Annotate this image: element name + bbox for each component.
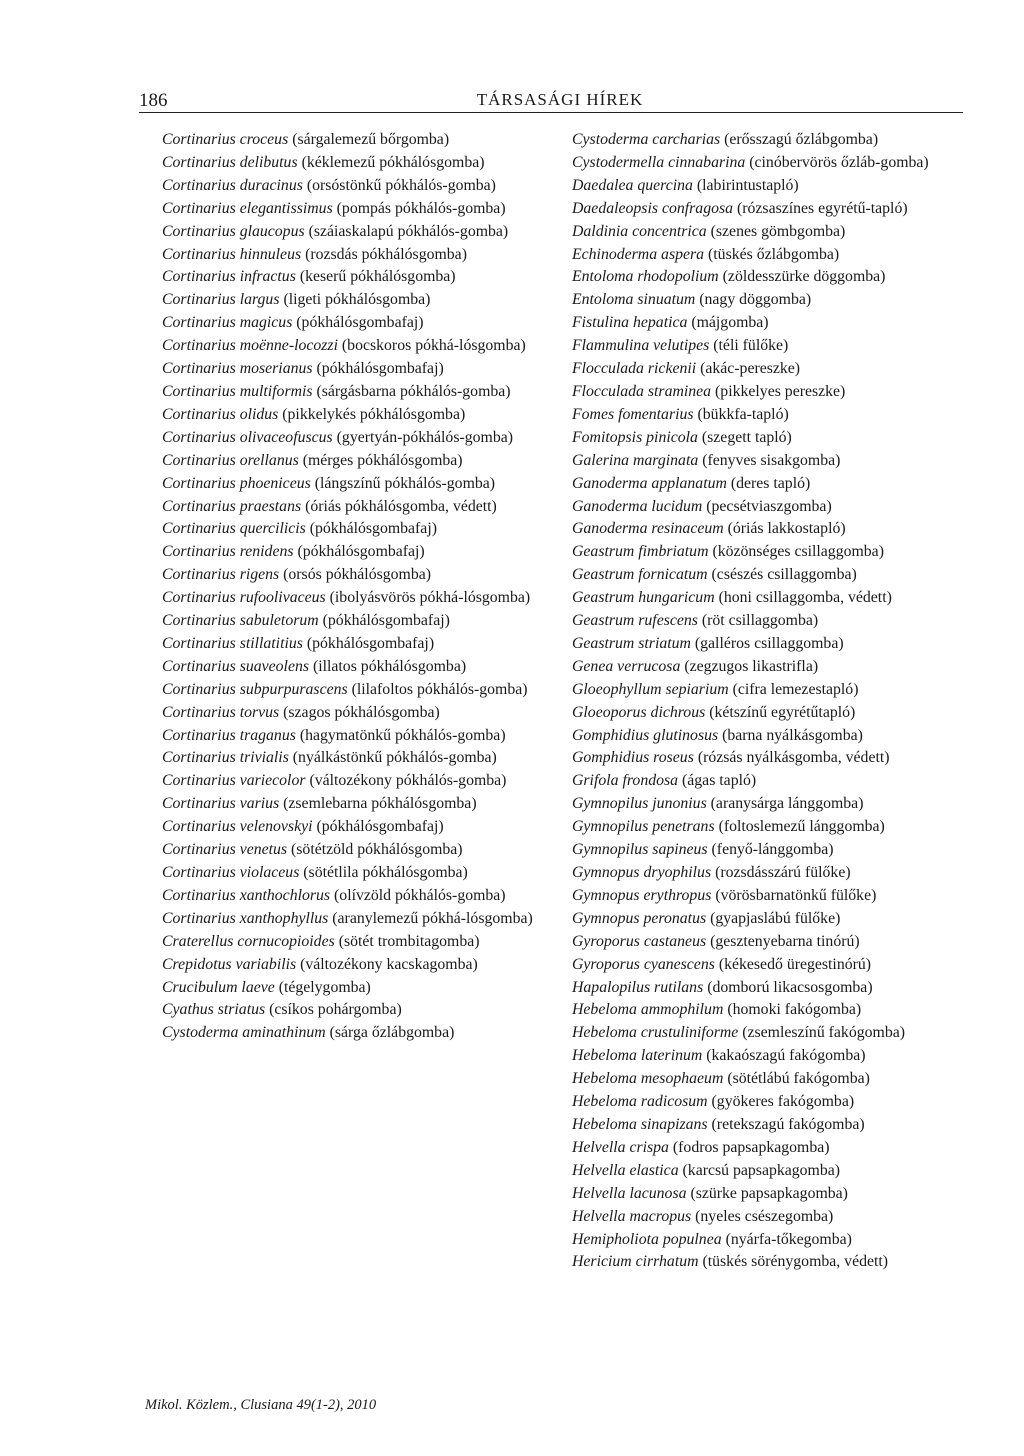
species-common-name: (szagos pókhálósgomba) <box>283 703 440 721</box>
species-latin-name: Gymnopilus penetrans <box>572 818 715 836</box>
species-entry <box>572 312 967 335</box>
species-common-name: (fenyő-lánggomba) <box>711 841 834 859</box>
species-latin-name: Cortinarius hinnuleus <box>162 245 302 263</box>
species-entry <box>162 862 562 885</box>
species-latin-name: Cortinarius olivaceofuscus <box>162 428 333 446</box>
species-latin-name: Cortinarius infractus <box>162 268 296 286</box>
species-latin-name: Hapalopilus rutilans <box>572 978 704 996</box>
species-latin-name: Gloeoporus dichrous <box>572 703 706 721</box>
species-common-name: (pókhálósgombafaj) <box>309 520 437 538</box>
running-title: TÁRSASÁGI HÍREK <box>476 90 644 109</box>
species-entry <box>572 633 967 656</box>
species-entry <box>162 839 562 862</box>
species-entry <box>572 564 967 587</box>
species-latin-name: Gymnopilus sapineus <box>572 841 708 859</box>
species-latin-name: Crepidotus variabilis <box>162 955 297 973</box>
species-latin-name: Cortinarius subpurpurascens <box>162 680 348 698</box>
species-entry <box>162 725 562 748</box>
species-entry <box>572 496 967 519</box>
species-common-name: (pecsétviaszgomba) <box>706 497 832 515</box>
species-common-name: (fodros papsapkagomba) <box>672 1138 830 1156</box>
species-common-name: (karcsú papsapkagomba) <box>682 1161 841 1179</box>
header-rule <box>139 112 963 113</box>
species-latin-name: Geastrum hungaricum <box>572 589 715 607</box>
species-common-name: (röt csillaggomba) <box>701 612 819 630</box>
species-latin-name: Hebeloma ammophilum <box>572 1001 724 1019</box>
species-latin-name: Gomphidius glutinosus <box>572 726 719 744</box>
species-latin-name: Ganoderma applanatum <box>572 474 727 492</box>
species-entry <box>572 244 967 267</box>
species-common-name: (foltoslemezű lánggomba) <box>718 818 885 836</box>
species-common-name: (bocskoros pókhá-lósgomba) <box>341 337 526 355</box>
species-entry <box>162 587 562 610</box>
species-latin-name: Daedaleopsis confragosa <box>572 199 734 217</box>
species-common-name: (zegzugos likastrifla) <box>684 657 819 675</box>
species-latin-name: Geastrum striatum <box>572 634 691 652</box>
species-common-name: (téli fülőke) <box>713 337 789 355</box>
species-latin-name: Cortinarius xanthophyllus <box>162 909 329 927</box>
species-entry <box>162 221 562 244</box>
species-entry <box>572 977 967 1000</box>
species-common-name: (olívzöld pókhálós-gomba) <box>334 886 506 904</box>
species-common-name: (cinóbervörös őzláb-gomba) <box>749 153 929 171</box>
species-common-name: (fenyves sisakgomba) <box>702 451 841 469</box>
species-entry <box>162 381 562 404</box>
species-entry <box>572 793 967 816</box>
species-common-name: (labirintustapló) <box>696 176 799 194</box>
species-latin-name: Flocculada rickenii <box>572 360 697 378</box>
species-entry <box>162 473 562 496</box>
species-common-name: (retekszagú fakógomba) <box>711 1115 865 1133</box>
species-common-name: (pókhálósgombafaj) <box>322 612 450 630</box>
species-entry <box>572 381 967 404</box>
species-latin-name: Cortinarius largus <box>162 291 280 309</box>
species-latin-name: Gyroporus cyanescens <box>572 955 715 973</box>
species-common-name: (orsóstönkű pókhálós-gomba) <box>306 176 496 194</box>
species-latin-name: Cortinarius variecolor <box>162 772 306 790</box>
species-latin-name: Hebeloma crustuliniforme <box>572 1024 739 1042</box>
species-common-name: (mérges pókhálósgomba) <box>302 451 463 469</box>
species-entry <box>572 816 967 839</box>
species-common-name: (száiaskalapú pókhálós-gomba) <box>308 222 509 240</box>
species-common-name: (gyökeres fakógomba) <box>711 1093 855 1111</box>
species-common-name: (pókhálósgombafaj) <box>316 818 444 836</box>
species-common-name: (galléros csillaggomba) <box>694 634 844 652</box>
species-common-name: (keserű pókhálósgomba) <box>299 268 456 286</box>
species-entry <box>162 564 562 587</box>
species-common-name: (sárgalemezű bőrgomba) <box>292 131 450 148</box>
species-common-name: (lángszínű pókhálós-gomba) <box>314 474 496 492</box>
species-latin-name: Hebeloma radicosum <box>572 1093 708 1111</box>
species-common-name: (deres tapló) <box>730 474 811 492</box>
species-entry <box>572 908 967 931</box>
species-entry <box>572 129 967 152</box>
species-common-name: (sárgásbarna pókhálós-gomba) <box>316 382 511 400</box>
species-latin-name: Genea verrucosa <box>572 657 681 675</box>
species-entry <box>162 770 562 793</box>
species-common-name: (sötétzöld pókhálósgomba) <box>291 841 463 859</box>
species-entry <box>162 289 562 312</box>
species-entry <box>572 587 967 610</box>
species-latin-name: Geastrum rufescens <box>572 612 698 630</box>
species-latin-name: Flammulina velutipes <box>572 337 710 355</box>
species-common-name: (homoki fakógomba) <box>727 1001 862 1019</box>
species-common-name: (gesztenyebarna tinórú) <box>710 932 860 950</box>
species-common-name: (kéklemezű pókhálósgomba) <box>301 153 485 171</box>
species-common-name: (pókhálósgombafaj) <box>296 314 424 332</box>
species-entry <box>162 312 562 335</box>
species-common-name: (rózsás nyálkásgomba, védett) <box>697 749 890 767</box>
species-entry <box>572 152 967 175</box>
species-common-name: (erősszagú őzlábgomba) <box>724 131 879 148</box>
species-latin-name: Geastrum fimbriatum <box>572 543 709 561</box>
species-entry <box>162 633 562 656</box>
species-latin-name: Hebeloma mesophaeum <box>572 1070 724 1088</box>
species-latin-name: Gymnopus dryophilus <box>572 864 712 881</box>
species-common-name: (hagymatönkű pókhálós-gomba) <box>299 726 506 744</box>
species-latin-name: Cortinarius multiformis <box>162 382 313 400</box>
species-entry <box>572 1114 967 1137</box>
species-latin-name: Cystoderma aminathinum <box>162 1024 326 1042</box>
species-entry <box>572 358 967 381</box>
species-entry <box>162 793 562 816</box>
species-common-name: (aranylemezű pókhá-lósgomba) <box>332 909 533 927</box>
species-latin-name: Daedalea quercina <box>572 176 693 194</box>
species-latin-name: Cyathus striatus <box>162 1001 266 1019</box>
species-common-name: (orsós pókhálósgomba) <box>283 566 431 584</box>
species-entry <box>572 1206 967 1229</box>
species-latin-name: Daldinia concentrica <box>572 222 707 240</box>
species-latin-name: Cortinarius quercilicis <box>162 520 306 538</box>
species-latin-name: Cortinarius suaveolens <box>162 657 310 675</box>
species-common-name: (szenes gömbgomba) <box>710 222 846 240</box>
species-latin-name: Cortinarius torvus <box>162 703 280 721</box>
species-latin-name: Galerina marginata <box>572 451 699 469</box>
species-entry <box>572 1022 967 1045</box>
species-latin-name: Fomes fomentarius <box>572 405 694 423</box>
species-entry <box>162 747 562 770</box>
journal-citation: Mikol. Közlem., Clusiana 49(1-2), 2010 <box>145 1397 377 1413</box>
species-latin-name: Hebeloma sinapizans <box>572 1115 708 1133</box>
species-common-name: (tüskés őzlábgomba) <box>708 245 840 263</box>
species-entry <box>162 129 562 152</box>
species-entry <box>162 244 562 267</box>
species-entry <box>572 679 967 702</box>
species-common-name: (csíkos pohárgomba) <box>269 1001 402 1019</box>
species-entry <box>162 816 562 839</box>
species-latin-name: Gymnopus erythropus <box>572 886 712 904</box>
species-latin-name: Cortinarius venetus <box>162 841 288 859</box>
species-latin-name: Cortinarius delibutus <box>162 153 298 171</box>
species-latin-name: Grifola frondosa <box>572 772 679 790</box>
species-common-name: (nyálkástönkű pókhálós-gomba) <box>292 749 497 767</box>
species-common-name: (pókhálósgombafaj) <box>297 543 425 561</box>
species-common-name: (bükkfa-tapló) <box>697 405 789 423</box>
species-common-name: (nyárfa-tőkegomba) <box>725 1230 852 1248</box>
species-latin-name: Entoloma rhodopolium <box>572 268 719 286</box>
species-entry <box>572 1251 967 1274</box>
species-common-name: (pókhálósgombafaj) <box>316 360 444 378</box>
species-common-name: (gyapjaslábú fülőke) <box>710 909 841 927</box>
species-entry <box>162 610 562 633</box>
species-latin-name: Cortinarius duracinus <box>162 176 303 194</box>
species-latin-name: Cortinarius praestans <box>162 497 302 515</box>
species-common-name: (akác-pereszke) <box>700 360 801 378</box>
species-common-name: (aranysárga lánggomba) <box>710 795 864 813</box>
species-entry <box>572 473 967 496</box>
species-latin-name: Ganoderma lucidum <box>572 497 703 515</box>
species-common-name: (kétszínű egyrétűtapló) <box>709 703 856 721</box>
species-entry <box>162 954 562 977</box>
species-entry <box>572 656 967 679</box>
species-latin-name: Entoloma sinuatum <box>572 291 696 309</box>
species-latin-name: Cortinarius velenovskyi <box>162 818 313 836</box>
species-entry <box>162 358 562 381</box>
species-entry <box>572 404 967 427</box>
species-entry <box>162 427 562 450</box>
species-common-name: (sötét trombitagomba) <box>338 932 480 950</box>
species-common-name: (kakaószagú fakógomba) <box>706 1047 866 1065</box>
species-entry <box>572 450 967 473</box>
species-common-name: (óriás lakkostapló) <box>727 520 846 538</box>
species-common-name: (rózsaszínes egyrétű-tapló) <box>736 199 908 217</box>
species-entry <box>162 679 562 702</box>
species-common-name: (zsemlebarna pókhálósgomba) <box>283 795 477 813</box>
species-latin-name: Cortinarius sabuletorum <box>162 612 319 630</box>
species-entry <box>572 1160 967 1183</box>
species-latin-name: Gyroporus castaneus <box>572 932 707 950</box>
species-common-name: (rozsdásszárú fülőke) <box>715 864 851 881</box>
species-latin-name: Cystoderma carcharias <box>572 131 721 148</box>
species-common-name: (óriás pókhálósgomba, védett) <box>305 497 497 515</box>
species-entry <box>162 335 562 358</box>
species-entry <box>572 610 967 633</box>
species-latin-name: Cortinarius elegantissimus <box>162 199 333 217</box>
species-common-name: (gyertyán-pókhálós-gomba) <box>336 428 513 446</box>
species-latin-name: Hebeloma laterinum <box>572 1047 703 1065</box>
species-entry <box>162 496 562 519</box>
species-latin-name: Ganoderma resinaceum <box>572 520 724 538</box>
species-common-name: (májgomba) <box>691 314 769 332</box>
species-latin-name: Fomitopsis pinicola <box>572 428 698 446</box>
species-latin-name: Cortinarius orellanus <box>162 451 299 469</box>
species-entry <box>162 702 562 725</box>
species-latin-name: Cortinarius olidus <box>162 405 279 423</box>
species-latin-name: Helvella macropus <box>572 1207 692 1225</box>
species-common-name: (szegett tapló) <box>701 428 792 446</box>
species-latin-name: Flocculada straminea <box>572 382 712 400</box>
species-entry <box>162 656 562 679</box>
species-common-name: (kékesedő üregestinórú) <box>718 955 872 973</box>
species-common-name: (domború likacsosgomba) <box>707 978 873 996</box>
species-latin-name: Crucibulum laeve <box>162 978 275 996</box>
species-entry <box>572 289 967 312</box>
species-latin-name: Gymnopilus junonius <box>572 795 707 813</box>
species-latin-name: Cortinarius trivialis <box>162 749 289 767</box>
species-latin-name: Cortinarius traganus <box>162 726 296 744</box>
species-common-name: (pompás pókhálós-gomba) <box>336 199 506 217</box>
species-entry <box>572 198 967 221</box>
species-entry <box>572 1229 967 1252</box>
species-latin-name: Cortinarius stillatitius <box>162 634 303 652</box>
species-latin-name: Cortinarius varius <box>162 795 280 813</box>
species-entry <box>162 266 562 289</box>
species-entry <box>572 839 967 862</box>
species-common-name: (vörösbarnatönkű fülőke) <box>715 886 877 904</box>
species-common-name: (szürke papsapkagomba) <box>690 1184 848 1202</box>
species-latin-name: Gymnopus peronatus <box>572 909 707 927</box>
species-common-name: (pikkelykés pókhálósgomba) <box>282 405 466 423</box>
species-latin-name: Cortinarius magicus <box>162 314 293 332</box>
species-entry <box>572 999 967 1022</box>
species-entry <box>162 198 562 221</box>
species-entry <box>572 221 967 244</box>
species-entry <box>572 931 967 954</box>
species-latin-name: Helvella lacunosa <box>572 1184 687 1202</box>
species-latin-name: Echinoderma aspera <box>572 245 705 263</box>
species-latin-name: Cortinarius moënne-locozzi <box>162 337 338 355</box>
species-common-name: (tüskés sörénygomba, védett) <box>702 1253 889 1271</box>
species-latin-name: Cortinarius xanthochlorus <box>162 886 331 904</box>
species-latin-name: Craterellus cornucopioides <box>162 932 335 950</box>
species-entry <box>572 1045 967 1068</box>
species-common-name: (sárga őzlábgomba) <box>329 1024 455 1042</box>
species-common-name: (zöldesszürke döggomba) <box>722 268 886 286</box>
species-common-name: (rozsdás pókhálósgomba) <box>305 245 467 263</box>
species-common-name: (ligeti pókhálósgomba) <box>283 291 431 309</box>
species-latin-name: Fistulina hepatica <box>572 314 688 332</box>
species-entry <box>572 266 967 289</box>
species-latin-name: Geastrum fornicatum <box>572 566 708 584</box>
species-common-name: (közönséges csillaggomba) <box>712 543 884 561</box>
species-latin-name: Cortinarius renidens <box>162 543 294 561</box>
species-entry <box>572 770 967 793</box>
species-entry <box>572 1137 967 1160</box>
species-common-name: (pókhálósgombafaj) <box>306 634 435 652</box>
species-entry <box>162 152 562 175</box>
species-entry <box>572 954 967 977</box>
species-entry <box>162 404 562 427</box>
species-latin-name: Hericium cirrhatum <box>572 1253 699 1271</box>
species-entry <box>162 518 562 541</box>
species-latin-name: Helvella crispa <box>572 1138 669 1156</box>
species-common-name: (cifra lemezestapló) <box>732 680 859 698</box>
species-entry <box>572 725 967 748</box>
species-entry <box>162 885 562 908</box>
species-latin-name: Cortinarius glaucopus <box>162 222 305 240</box>
species-list-left-column <box>162 129 562 1045</box>
species-common-name: (illatos pókhálósgomba) <box>312 657 467 675</box>
species-latin-name: Helvella elastica <box>572 1161 679 1179</box>
species-latin-name: Cortinarius phoeniceus <box>162 474 311 492</box>
species-entry <box>162 450 562 473</box>
species-entry <box>572 862 967 885</box>
species-entry <box>162 908 562 931</box>
species-entry <box>572 885 967 908</box>
species-latin-name: Gloeophyllum sepiarium <box>572 680 729 698</box>
species-entry <box>572 427 967 450</box>
species-entry <box>572 1183 967 1206</box>
species-latin-name: Cortinarius moserianus <box>162 360 313 378</box>
species-entry <box>162 541 562 564</box>
species-common-name: (sötétlila pókhálósgomba) <box>303 864 468 881</box>
species-common-name: (csészés csillaggomba) <box>711 566 857 584</box>
species-entry <box>572 702 967 725</box>
species-latin-name: Hemipholiota populnea <box>572 1230 722 1248</box>
species-entry <box>572 335 967 358</box>
species-common-name: (pikkelyes pereszke) <box>715 382 846 400</box>
page-number: 186 <box>139 90 168 111</box>
species-common-name: (barna nyálkásgomba) <box>722 726 863 744</box>
species-list-right-column <box>572 129 967 1274</box>
species-common-name: (tégelygomba) <box>278 978 371 996</box>
species-common-name: (változékony pókhálós-gomba) <box>309 772 507 790</box>
species-entry <box>572 175 967 198</box>
species-entry <box>162 175 562 198</box>
species-common-name: (honi csillaggomba, védett) <box>718 589 892 607</box>
species-latin-name: Cortinarius rufoolivaceus <box>162 589 326 607</box>
species-common-name: (ágas tapló) <box>682 772 757 790</box>
species-latin-name: Cortinarius violaceus <box>162 864 300 881</box>
species-entry <box>572 518 967 541</box>
species-common-name: (sötétlábú fakógomba) <box>727 1070 870 1088</box>
species-latin-name: Cortinarius rigens <box>162 566 280 584</box>
species-entry <box>162 999 562 1022</box>
species-entry <box>572 541 967 564</box>
species-common-name: (nyeles csészegomba) <box>695 1207 834 1225</box>
species-entry <box>572 747 967 770</box>
species-latin-name: Cystodermella cinnabarina <box>572 153 746 171</box>
species-entry <box>572 1068 967 1091</box>
species-common-name: (zsemleszínű fakógomba) <box>742 1024 905 1042</box>
species-latin-name: Gomphidius roseus <box>572 749 694 767</box>
species-latin-name: Cortinarius croceus <box>162 131 289 148</box>
species-entry <box>572 1091 967 1114</box>
species-common-name: (lilafoltos pókhálós-gomba) <box>351 680 528 698</box>
species-entry <box>162 1022 562 1045</box>
species-common-name: (ibolyásvörös pókhá-lósgomba) <box>329 589 531 607</box>
species-entry <box>162 931 562 954</box>
species-common-name: (nagy döggomba) <box>699 291 812 309</box>
species-entry <box>162 977 562 1000</box>
species-common-name: (változékony kacskagomba) <box>300 955 478 973</box>
